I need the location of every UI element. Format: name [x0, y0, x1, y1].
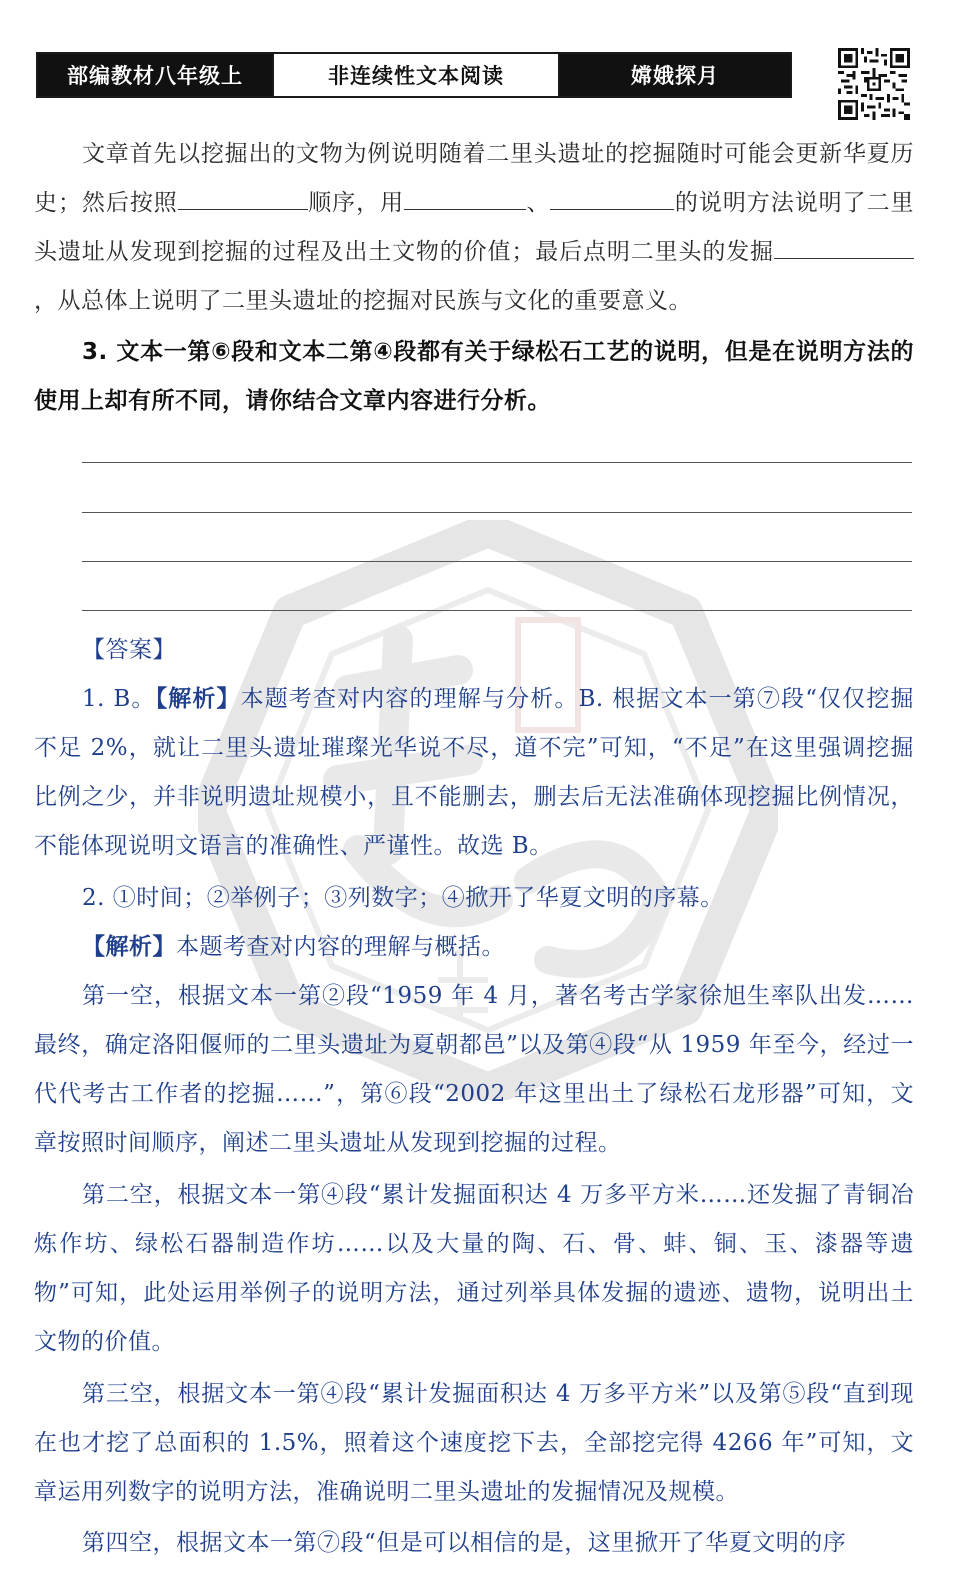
- blank-3-explanation: 第三空，根据文本一第④段“累计发掘面积达 4 万多平方米”以及第⑤段“直到现在也才挖了总面积的 1.5%，照着这个速度挖下去，全部挖完得 4266 年”可知，文章运用列数字的说明方法，准确说明二里头遗址的发掘情况及规模。: [34, 1381, 914, 1505]
- fill-text-part2: 顺序，用: [307, 190, 405, 216]
- header-band: [36, 52, 792, 98]
- answer-heading: 【答案】: [82, 637, 176, 663]
- analysis-tag: 【解析】: [155, 686, 241, 712]
- question-3: 3. 文本一第⑥段和文本二第④段都有关于绿松石工艺的说明，但是在说明方法的使用上却有所不同，请你结合文章内容进行分析。: [34, 339, 914, 414]
- fill-text-part5: ，从总体上说明了二里头遗址的挖掘对民族与文化的重要意义。: [34, 288, 692, 314]
- header-title-label: 嫦娥探月: [560, 54, 790, 96]
- answer-1-text: 本题考查对内容的理解与分析。B. 根据文本一第⑦段“仅仅挖掘不足 2%，就让二里头遗址璀璨光华说不尽，道不完”可知，“不足”在这里强调挖掘比例之少，并非说明遗址规模小，且不能删去，删去后无法准确体现挖掘比例情况，不能体现说明文语言的准确性、严谨性。故选 B。: [34, 686, 914, 859]
- answer-1: [34, 675, 914, 871]
- header-grade-label: 部编教材八年级上: [38, 54, 272, 96]
- blank-2[interactable]: [404, 185, 526, 210]
- answer-line[interactable]: [82, 512, 912, 513]
- answer-line[interactable]: [82, 610, 912, 611]
- header-topic-label: 非连续性文本阅读: [272, 54, 560, 96]
- answer-2-analysis-text: 本题考查对内容的理解与概括。: [176, 934, 505, 960]
- answer-2: 2. ①时间；②举例子；③列数字；④掀开了华夏文明的序幕。: [82, 885, 724, 911]
- blank-1[interactable]: [178, 185, 308, 210]
- answer-1-prefix: 1. B。: [82, 686, 156, 712]
- fill-text-part3: 、: [526, 190, 551, 216]
- blank-4[interactable]: [774, 234, 914, 259]
- fill-text-part4: 的说明方法说明了二里头遗址从发现到挖掘的过程及出土文物的价值；最后点明二里头的发掘: [34, 190, 915, 265]
- fill-text-part1: 文章首先以挖掘出的文物为例说明随着二里头遗址的挖掘随时可能会更新华夏历史；然后按照: [34, 141, 914, 216]
- blank-2-explanation: 第二空，根据文本一第④段“累计发掘面积达 4 万多平方米……还发掘了青铜冶炼作坊、绿松石器制造作坊……以及大量的陶、石、骨、蚌、铜、玉、漆器等遗物”可知，此处运用举例子的说明方法，通过列举具体发掘的遗迹、遗物，说明出土文物的价值。: [34, 1182, 914, 1355]
- analysis-tag: 【解析】: [82, 934, 176, 960]
- answer-line[interactable]: [82, 462, 912, 463]
- fill-in-paragraph: [34, 130, 914, 326]
- blank-1-explanation: 第一空，根据文本一第②段“1959 年 4 月，著名考古学家徐旭生率队出发……最终，确定洛阳偃师的二里头遗址为夏朝都邑”以及第④段“从 1959 年至今，经过一代代考古工作者的挖掘……”，第⑥段“2002 年这里出土了绿松石龙形器”可知，文章按照时间顺序，阐述二里头遗址从发现到挖掘的过程。: [34, 983, 914, 1156]
- answer-2-analysis: [34, 923, 914, 972]
- blank-4-explanation: 第四空，根据文本一第⑦段“但是可以相信的是，这里掀开了华夏文明的序: [82, 1530, 847, 1556]
- qr-code-icon: [838, 48, 910, 120]
- blank-3[interactable]: [550, 185, 674, 210]
- answer-line[interactable]: [82, 561, 912, 562]
